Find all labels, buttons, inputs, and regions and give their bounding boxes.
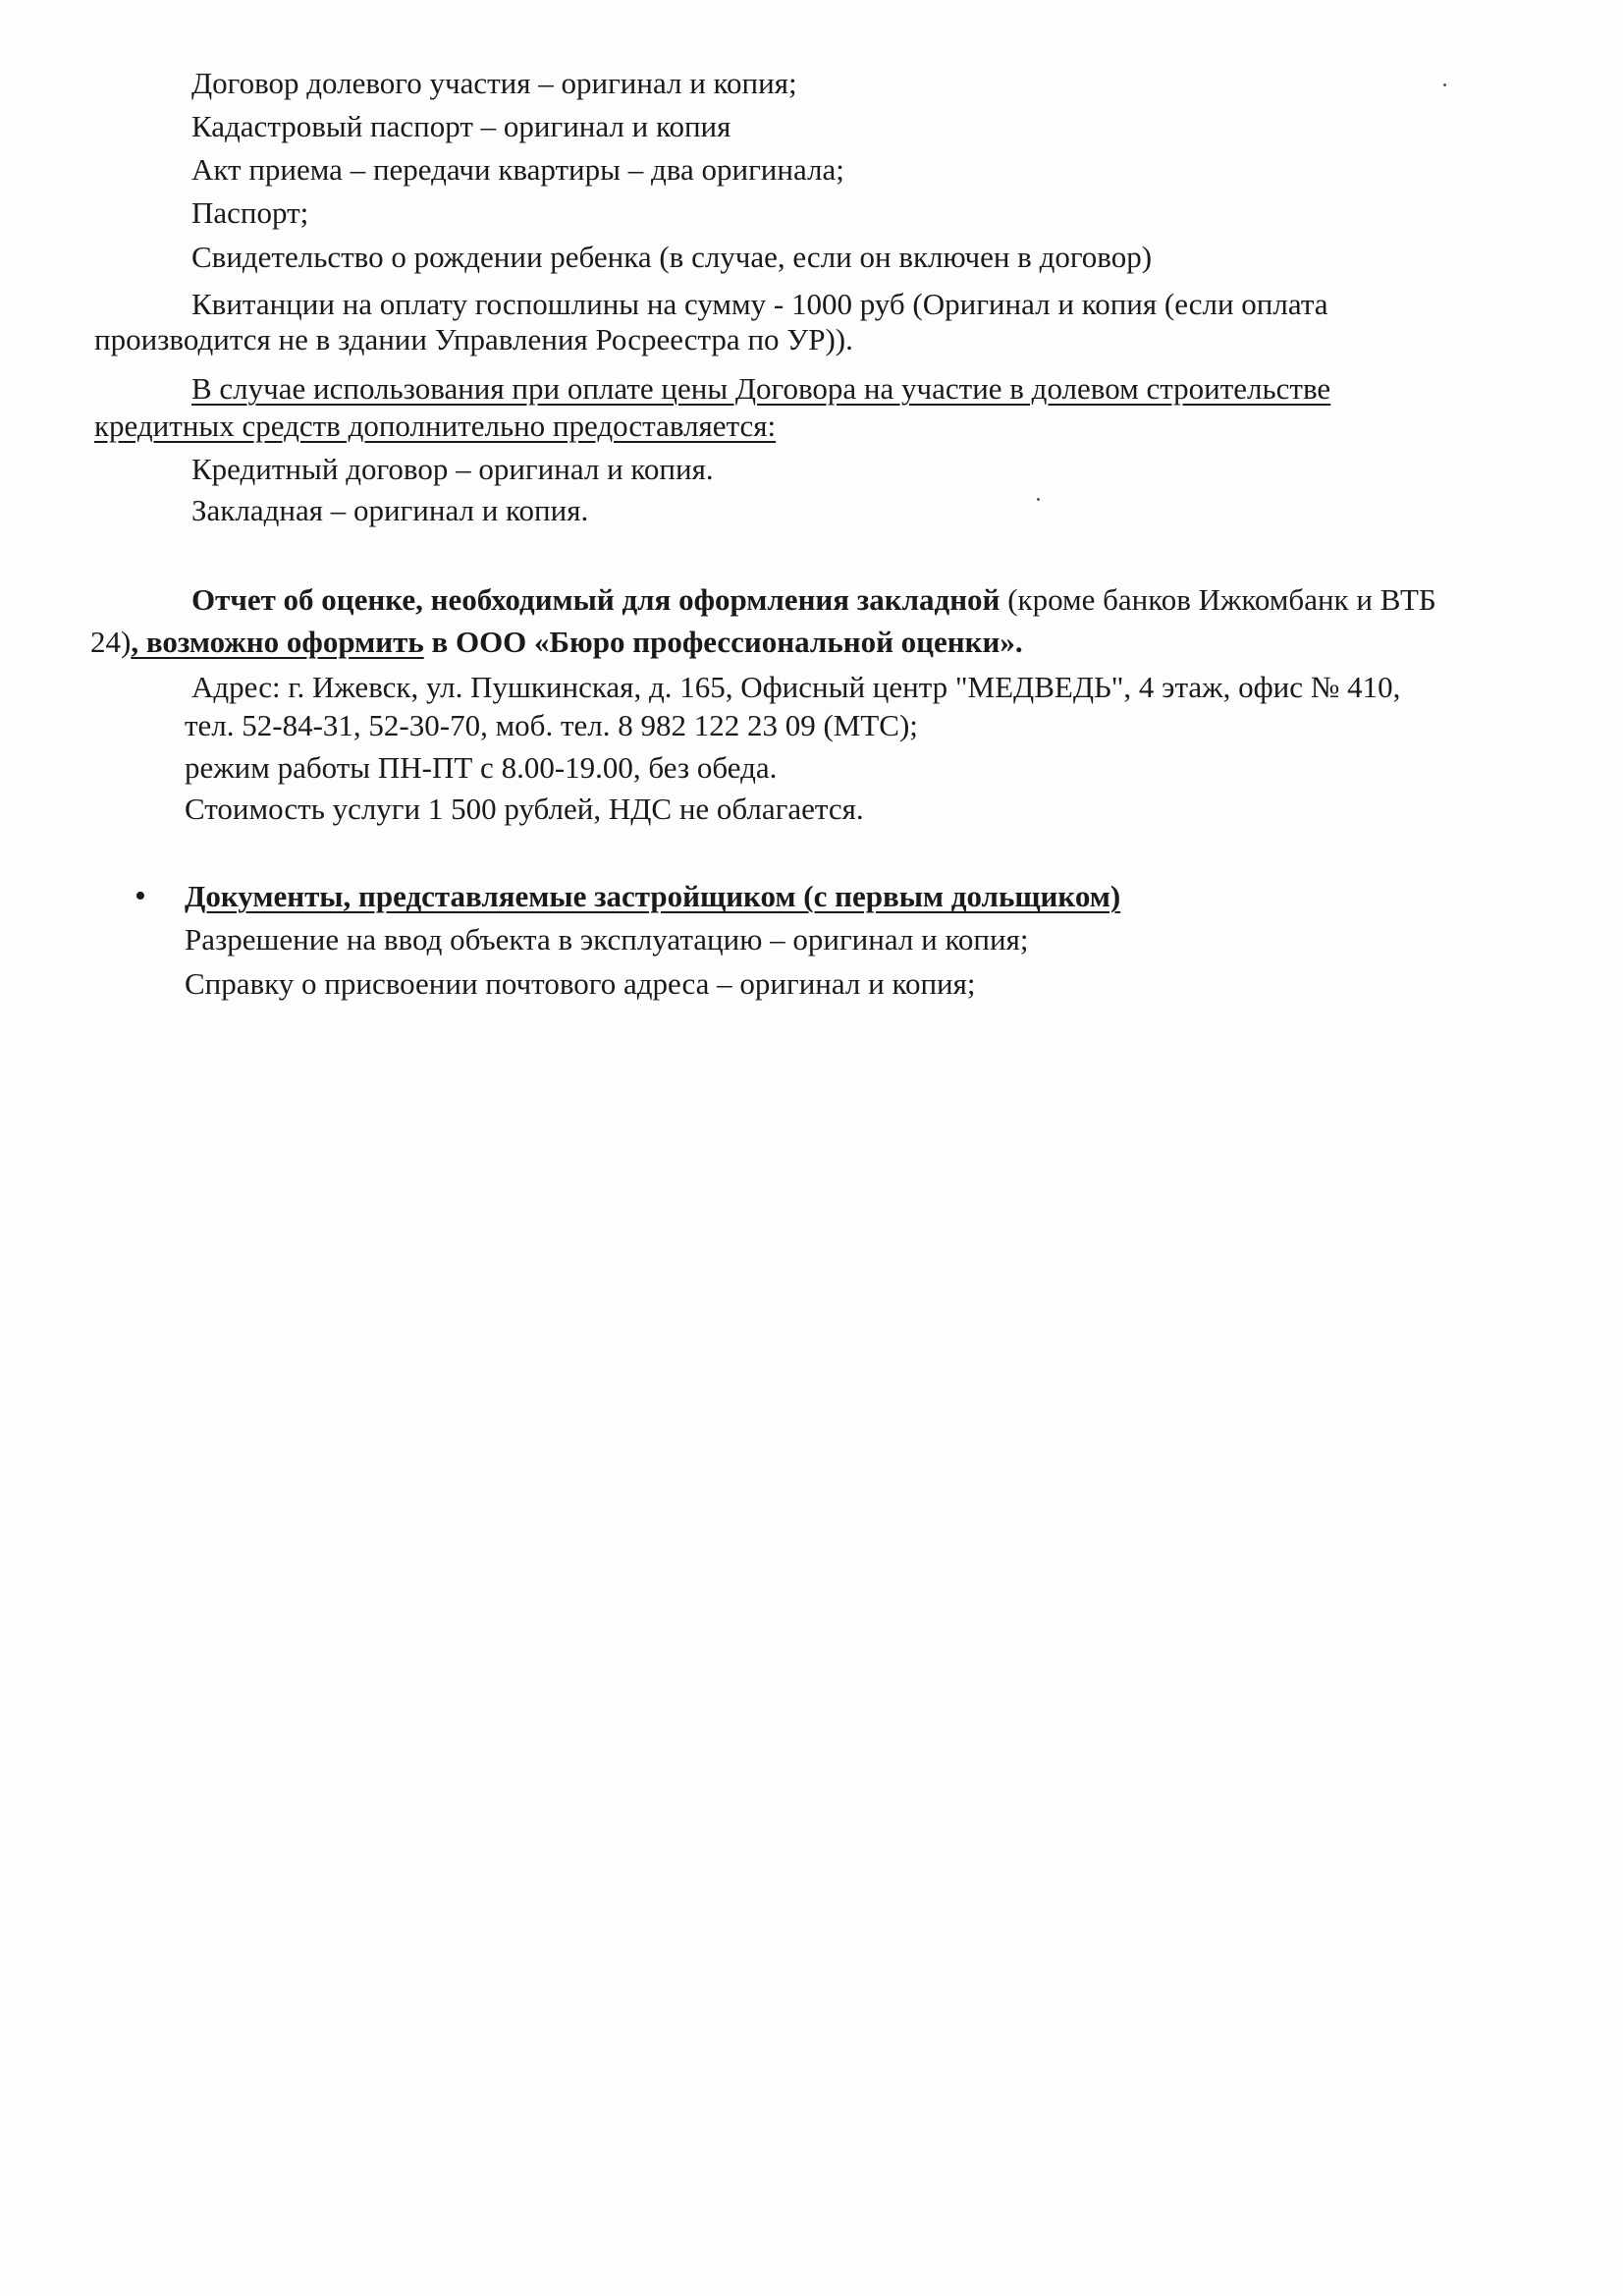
valuation-detail: Стоимость услуги 1 500 рублей, НДС не облагается. (185, 792, 864, 826)
valuation-line-2 (90, 621, 1023, 664)
valuation-detail: тел. 52-84-31, 52-30-70, моб. тел. 8 982 122 23 09 (МТС); (185, 708, 918, 742)
receipt-line-2: производится не в здании Управления Росреестра по УР)). (94, 322, 853, 356)
receipt-line-1: Квитанции на оплату госпошлины на сумму - 1000 руб (Оригинал и копия (если оплата (191, 287, 1328, 321)
developer-heading: Документы, представляемые застройщиком (с первым дольщиком) (185, 879, 1121, 913)
list-item: Договор долевого участия – оригинал и копия; (191, 66, 797, 100)
list-item: Акт приема – передачи квартиры – два оригинала; (191, 152, 844, 187)
developer-item: Справку о присвоении почтового адреса – оригинал и копия; (185, 966, 976, 1001)
valuation-detail: Адрес: г. Ижевск, ул. Пушкинская, д. 165, Офисный центр "МЕДВЕДЬ", 4 этаж, офис № 410, (191, 670, 1401, 704)
bullet-icon: • (135, 878, 146, 914)
developer-item: Разрешение на ввод объекта в эксплуатацию – оригинал и копия; (185, 922, 1029, 957)
credit-item: Кредитный договор – оригинал и копия. (191, 452, 714, 486)
valuation-line-1 (191, 578, 1436, 622)
scan-speck (1037, 498, 1040, 501)
credit-heading-line-2: кредитных средств дополнительно предоставляется: (94, 409, 777, 443)
valuation-detail: режим работы ПН-ПТ с 8.00-19.00, без обеда. (185, 750, 778, 785)
credit-item: Закладная – оригинал и копия. (191, 493, 589, 527)
scan-speck (1443, 83, 1446, 86)
valuation-company: в ООО «Бюро профессиональной оценки». (423, 625, 1023, 659)
list-item: Свидетельство о рождении ребенка (в случае, если он включен в договор) (191, 240, 1153, 274)
valuation-bold-title: Отчет об оценке, необходимый для оформления закладной (191, 582, 1001, 617)
credit-heading-line-1: В случае использования при оплате цены Договора на участие в долевом строительстве (191, 371, 1331, 406)
valuation-underlined: , возможно оформить (131, 625, 424, 659)
list-item: Кадастровый паспорт – оригинал и копия (191, 109, 731, 143)
list-item: Паспорт; (191, 195, 309, 230)
valuation-note: (кроме банков Ижкомбанк и ВТБ (1000, 582, 1436, 617)
valuation-prefix: 24) (90, 625, 132, 659)
